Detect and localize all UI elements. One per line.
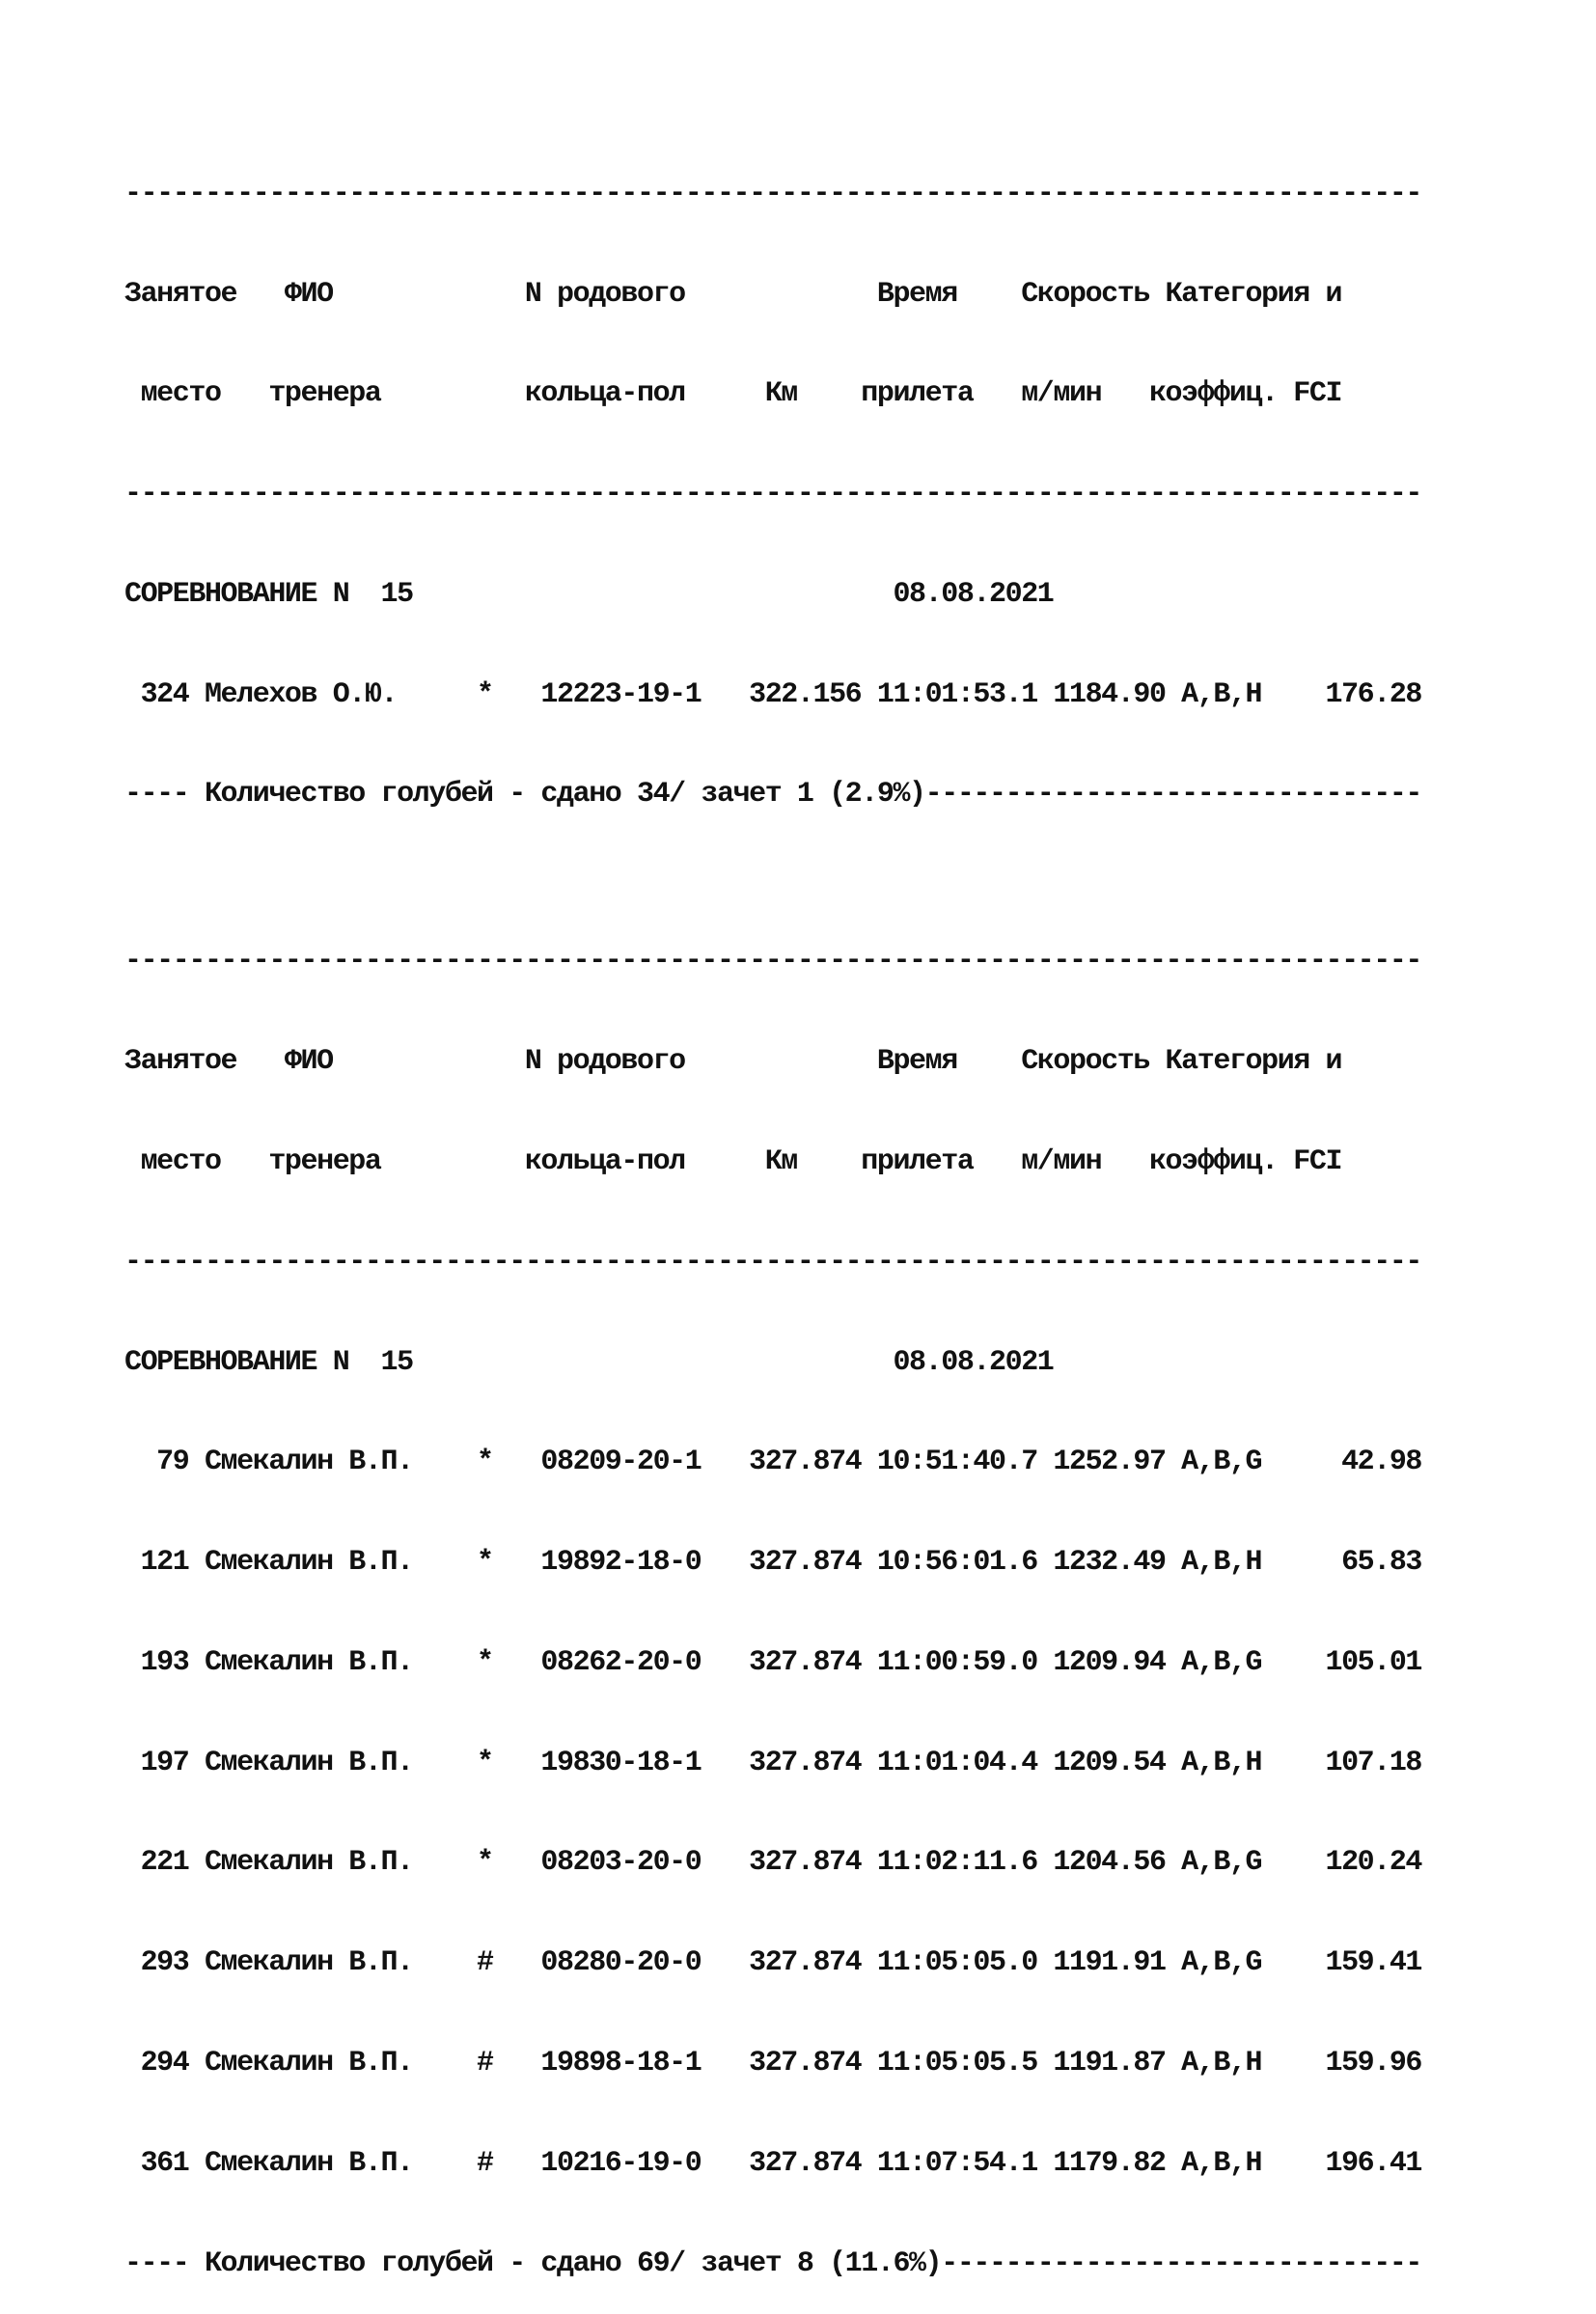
- header-rule: ---------------------------------------------------------------------------------: [124, 1245, 1422, 1279]
- header-rule: ---------------------------------------------------------------------------------: [124, 478, 1422, 511]
- race-results-report: [124, 77, 1421, 2314]
- result-row: 221 Смекалин В.П. * 08203-20-0 327.874 11:02:11.6 1204.56 A,B,G 120.24: [124, 1846, 1422, 1880]
- column-header-line-1: Занятое ФИО N родового Время Скорость Категория и: [124, 1045, 1342, 1079]
- summary-line: ---- Количество голубей - сдано 34/ зачет 1 (2.9%)-------------------------------: [124, 778, 1422, 812]
- summary-line: ---- Количество голубей - сдано 69/ зачет 8 (11.6%)------------------------------: [124, 2246, 1422, 2280]
- column-header-line-2: место тренера кольца-пол Км прилета м/мин коэффиц. FCI: [124, 377, 1342, 411]
- result-row: 121 Смекалин В.П. * 19892-18-0 327.874 10:56:01.6 1232.49 A,B,H 65.83: [124, 1546, 1422, 1580]
- column-header-line-2: место тренера кольца-пол Км прилета м/мин коэффиц. FCI: [124, 1145, 1342, 1178]
- competition-title: СОРЕВНОВАНИЕ N 15 08.08.2021: [124, 577, 1054, 611]
- header-rule: ---------------------------------------------------------------------------------: [124, 177, 1422, 210]
- result-row: 324 Мелехов О.Ю. * 12223-19-1 322.156 11:01:53.1 1184.90 A,B,H 176.28: [124, 677, 1422, 711]
- result-row: 294 Смекалин В.П. # 19898-18-1 327.874 11:05:05.5 1191.87 A,B,H 159.96: [124, 2047, 1422, 2080]
- result-row: 361 Смекалин В.П. # 10216-19-0 327.874 11:07:54.1 1179.82 A,B,H 196.41: [124, 2146, 1422, 2180]
- result-row: 197 Смекалин В.П. * 19830-18-1 327.874 11:01:04.4 1209.54 A,B,H 107.18: [124, 1746, 1422, 1779]
- result-row: 293 Смекалин В.П. # 08280-20-0 327.874 11:05:05.0 1191.91 A,B,G 159.41: [124, 1946, 1422, 1980]
- column-header-line-1: Занятое ФИО N родового Время Скорость Категория и: [124, 277, 1342, 311]
- competition-title: СОРЕВНОВАНИЕ N 15 08.08.2021: [124, 1345, 1054, 1379]
- result-row: 193 Смекалин В.П. * 08262-20-0 327.874 11:00:59.0 1209.94 A,B,G 105.01: [124, 1645, 1422, 1679]
- header-rule: ---------------------------------------------------------------------------------: [124, 945, 1422, 978]
- result-row: 79 Смекалин В.П. * 08209-20-1 327.874 10:51:40.7 1252.97 A,B,G 42.98: [124, 1446, 1422, 1479]
